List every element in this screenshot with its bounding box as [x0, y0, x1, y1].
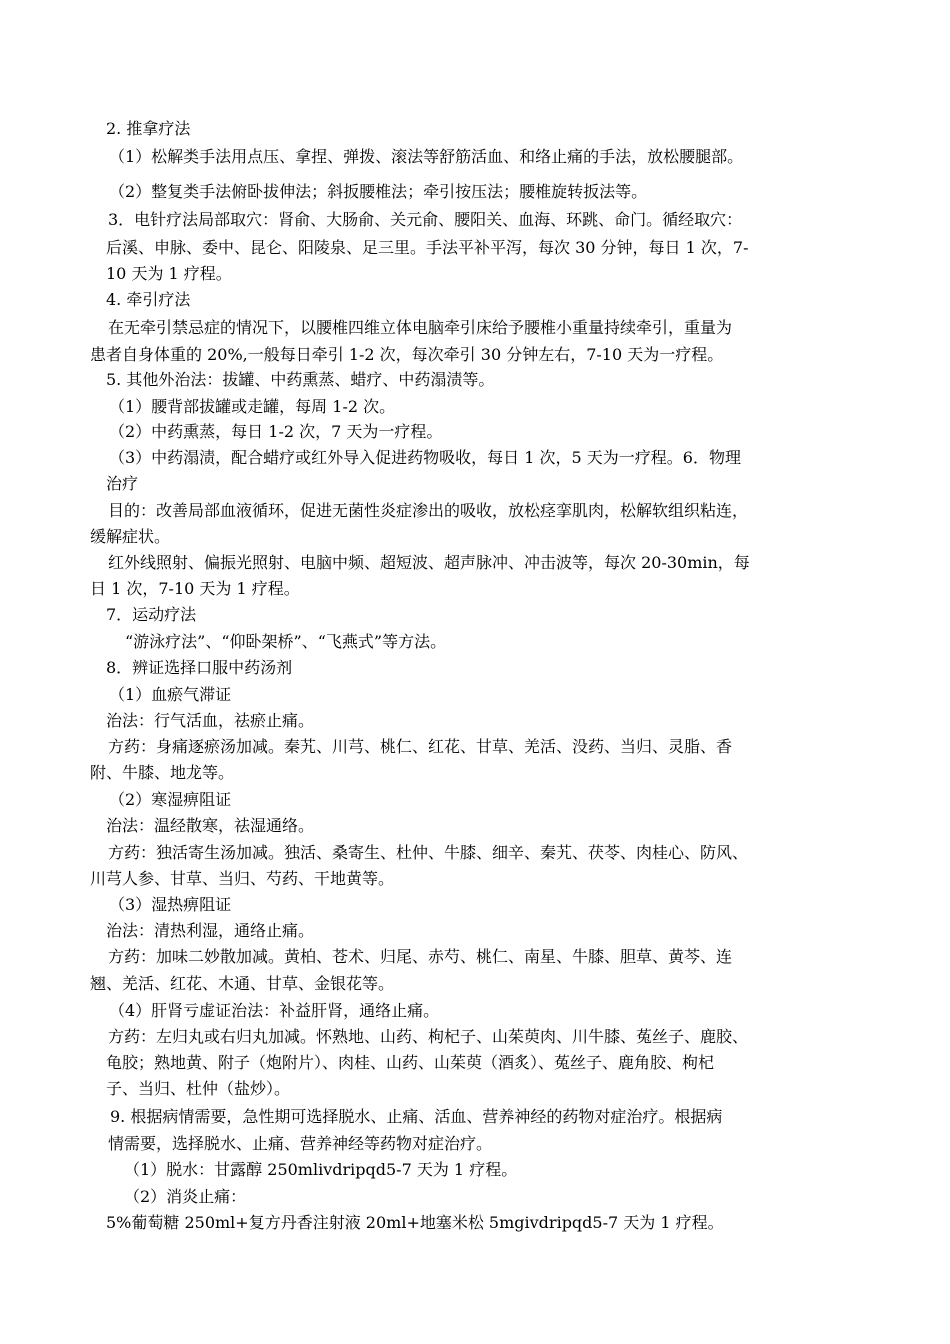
- text-line: 治法：清热利湿，通络止痛。: [106, 921, 315, 940]
- text-line: 患者自身体重的 20%,一般每日牵引 1-2 次，每次牵引 30 分钟左右，7-10 天为一疗程。: [90, 345, 724, 364]
- text-line: （2）整复类手法俯卧拔伸法；斜扳腰椎法；牵引按压法；腰椎旋转扳法等。: [109, 182, 648, 201]
- heading-traction: 4. 牵引疗法: [106, 290, 191, 309]
- text-line: 方药：身痛逐瘀汤加减。秦艽、川芎、桃仁、红花、甘草、羌活、没药、当归、灵脂、香: [108, 737, 733, 756]
- text-line: （1）血瘀气滞证: [109, 685, 232, 704]
- text-line: （1）腰背部拔罐或走罐，每周 1-2 次。: [109, 397, 396, 416]
- text-line: 情需要，选择脱水、止痛、营养神经等药物对症治疗。: [108, 1134, 493, 1153]
- text-line: 方药：独活寄生汤加减。独活、桑寄生、杜仲、牛膝、细辛、秦艽、茯苓、肉桂心、防风、: [108, 843, 749, 862]
- text-line: 治疗: [106, 474, 139, 493]
- heading-exercise: 7．运动疗法: [106, 605, 197, 624]
- text-line: （3）中药溻渍，配合蜡疗或红外导入促进药物吸收，每日 1 次，5 天为一疗程。6．物理: [109, 448, 741, 467]
- text-line: 治法：温经散寒，祛湿通络。: [106, 816, 315, 835]
- text-line: 方药：加味二妙散加减。黄柏、苍术、归尾、赤芍、桃仁、南星、牛膝、胆草、黄芩、连: [108, 947, 733, 966]
- text-line: 在无牵引禁忌症的情况下，以腰椎四维立体电脑牵引床给予腰椎小重量持续牵引，重量为: [108, 318, 733, 337]
- text-line: 川芎人参、甘草、当归、芍药、干地黄等。: [90, 869, 395, 888]
- text-line: 子、当归、杜仲（盐炒）。: [106, 1079, 291, 1098]
- text-line: （2）消炎止痛：: [124, 1187, 247, 1206]
- text-line: 9. 根据病情需要，急性期可选择脱水、止痛、活血、营养神经的药物对症治疗。根据病: [110, 1107, 723, 1126]
- text-line: （3）湿热痹阻证: [109, 895, 232, 914]
- text-line: （2）中药熏蒸，每日 1-2 次，7 天为一疗程。: [109, 422, 443, 441]
- text-line: （1）脱水：甘露醇 250mlivdripqd5-7 天为 1 疗程。: [124, 1160, 518, 1179]
- text-line: 目的：改善局部血液循环，促进无菌性炎症渗出的吸收，放松痉挛肌肉，松解软组织粘连，: [108, 501, 749, 520]
- text-line: 龟胶；熟地黄、附子（炮附片）、肉桂、山药、山茱萸（酒炙）、菟丝子、鹿角胶、枸杞: [106, 1053, 715, 1072]
- text-line: （1）松解类手法用点压、拿捏、弹拨、滚法等舒筋活血、和络止痛的手法，放松腰腿部。: [109, 147, 744, 166]
- text-line: 5%葡萄糖 250ml+复方丹香注射液 20ml+地塞米松 5mgivdripqd5-7 天为 1 疗程。: [106, 1213, 724, 1232]
- text-line: 3．电针疗法局部取穴：肾俞、大肠俞、关元俞、腰阳关、血海、环跳、命门。循经取穴：: [108, 210, 743, 229]
- text-line: 治法：行气活血，祛瘀止痛。: [106, 711, 315, 730]
- text-line: 附、牛膝、地龙等。: [90, 763, 235, 782]
- text-line: 翘、羌活、红花、木通、甘草、金银花等。: [90, 974, 395, 993]
- heading-external: 5. 其他外治法：拔罐、中药熏蒸、蜡疗、中药溻渍等。: [106, 370, 495, 389]
- text-line: 方药：左归丸或右归丸加减。怀熟地、山药、枸杞子、山茱萸肉、川牛膝、菟丝子、鹿胶、: [108, 1027, 749, 1046]
- text-line: 10 天为 1 疗程。: [106, 264, 232, 283]
- heading-tuina: 2. 推拿疗法: [106, 119, 191, 138]
- text-line: 后溪、申脉、委中、昆仑、阳陵泉、足三里。手法平补平泻，每次 30 分钟，每日 1 次，7-: [106, 238, 749, 257]
- text-line: “游泳疗法”、“仰卧架桥”、“飞燕式”等方法。: [125, 632, 447, 651]
- text-line: 日 1 次，7-10 天为 1 疗程。: [90, 579, 300, 598]
- text-line: （4）肝肾亏虚证治法：补益肝肾，通络止痛。: [109, 1001, 440, 1020]
- text-line: （2）寒湿痹阻证: [109, 790, 232, 809]
- text-line: 红外线照射、偏振光照射、电脑中频、超短波、超声脉冲、冲击波等，每次 20-30min，每: [108, 553, 750, 572]
- text-line: 缓解症状。: [90, 527, 171, 546]
- heading-herbal: 8．辨证选择口服中药汤剂: [106, 658, 293, 677]
